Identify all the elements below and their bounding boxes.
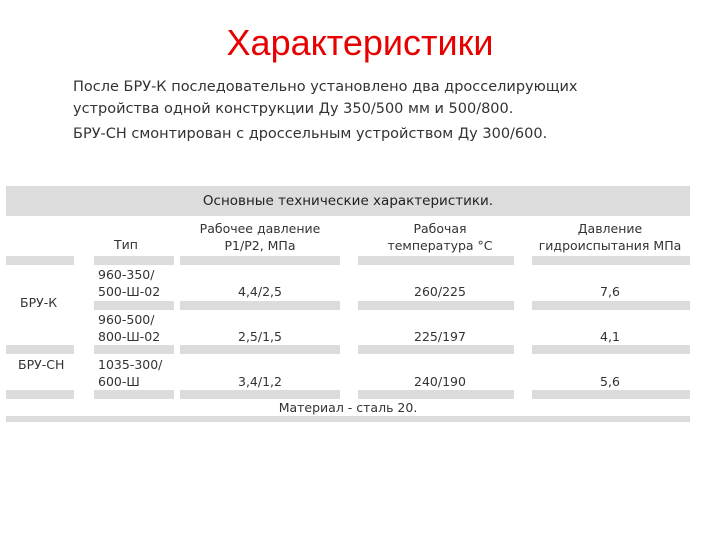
group-label-bru-sn: БРУ-СН <box>18 357 65 372</box>
row1-test: 7,6 <box>600 284 620 299</box>
table-footer-note: Материал - сталь 20. <box>278 400 418 415</box>
row-separator <box>180 390 340 399</box>
row-separator <box>532 390 690 399</box>
row1-temp: 260/225 <box>414 284 466 299</box>
row-separator <box>94 390 174 399</box>
row1-pressure: 4,4/2,5 <box>238 284 282 299</box>
header-type: Тип <box>114 237 138 252</box>
row3-test: 5,6 <box>600 374 620 389</box>
intro-line-3: БРУ-СН смонтирован с дроссельным устройством Ду 300/600. <box>73 126 548 142</box>
header-pressure-line2: Р1/Р2, МПа <box>224 238 296 253</box>
intro-line-2: устройства одной конструкции Ду 350/500 мм и 500/800. <box>73 101 514 117</box>
table-caption: Основные технические характеристики. <box>202 193 494 209</box>
row2-pressure: 2,5/1,5 <box>238 329 282 344</box>
header-temp-line2: температура °С <box>387 238 493 253</box>
row2-type-line2: 800-Ш-02 <box>98 329 161 344</box>
row2-type-line1: 960-500/ <box>98 312 155 327</box>
row1-type-line2: 500-Ш-02 <box>98 284 161 299</box>
row-separator <box>532 345 690 354</box>
row-separator <box>358 390 514 399</box>
intro-text <box>73 76 673 145</box>
row-separator <box>180 256 340 265</box>
row-separator <box>94 345 174 354</box>
row-separator <box>358 345 514 354</box>
slide-title: Характеристики <box>226 22 494 63</box>
intro-line-1: После БРУ-К последовательно установлено два дросселирующих <box>73 79 578 95</box>
table-bottom-band <box>6 416 690 422</box>
header-temp-line1: Рабочая <box>413 221 467 236</box>
row-separator <box>94 256 174 265</box>
row-separator <box>6 345 74 354</box>
row-separator <box>532 301 690 310</box>
header-test-line1: Давление <box>577 221 643 236</box>
header-test-line2: гидроиспытания МПа <box>538 238 682 253</box>
row1-type-line1: 960-350/ <box>98 267 155 282</box>
row-separator <box>94 301 174 310</box>
row-separator <box>6 390 74 399</box>
row-separator <box>532 256 690 265</box>
row-separator <box>358 301 514 310</box>
row3-temp: 240/190 <box>414 374 466 389</box>
row3-type-line1: 1035-300/ <box>98 357 163 372</box>
row3-type-line2: 600-Ш <box>98 374 140 389</box>
row-separator <box>6 256 74 265</box>
row-separator <box>358 256 514 265</box>
row-separator <box>180 301 340 310</box>
row-separator <box>180 345 340 354</box>
table-caption-band <box>6 186 690 216</box>
row3-pressure: 3,4/1,2 <box>238 374 282 389</box>
group-label-bru-k: БРУ-К <box>20 295 58 310</box>
row2-test: 4,1 <box>600 329 620 344</box>
header-pressure-line1: Рабочее давление <box>199 221 321 236</box>
row2-temp: 225/197 <box>414 329 466 344</box>
